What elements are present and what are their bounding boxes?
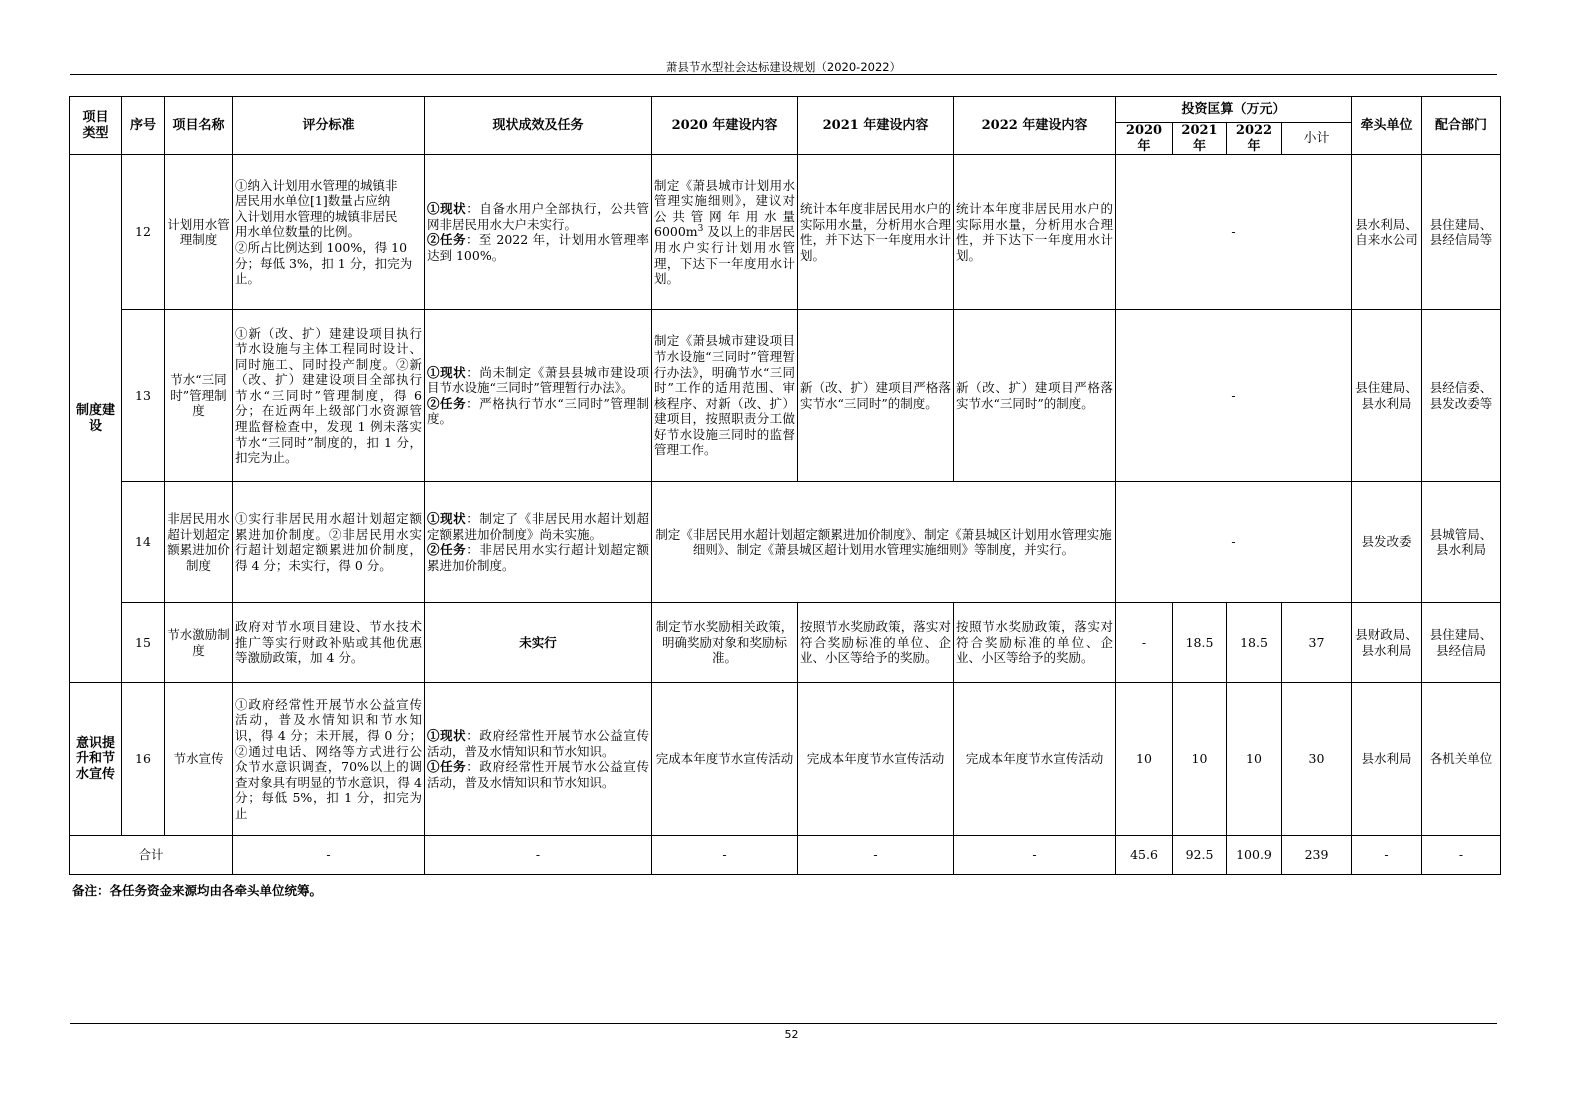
table-row [70, 482, 1501, 603]
header-2021: 2021 年建设内容 [798, 97, 954, 155]
row-content-2020: 制定《萧县城市建设项目节水设施“三同时”管理暂行办法》，明确节水“三同时”工作的适用范围、审核程序、对新（改、扩）建项目，按照职责分工做好节水设施三同时的监督管理工作。 [652, 310, 798, 482]
row-no: 12 [122, 155, 165, 310]
header-investment: 投资匡算（万元） [1116, 97, 1352, 123]
header-lead: 牵头单位 [1352, 97, 1422, 155]
table-row [70, 603, 1501, 683]
row-investment: - [1116, 310, 1352, 482]
total-label: 合计 [70, 836, 233, 875]
page-number: 52 [784, 1028, 799, 1041]
header-no: 序号 [122, 97, 165, 155]
row-content-2021: 按照节水奖励政策，落实对符合奖励标准的单位、企业、小区等给予的奖励。 [798, 603, 954, 683]
group-type-system: 制度建 设 [70, 155, 122, 683]
header-partner: 配合部门 [1422, 97, 1501, 155]
row-inv-2021: 18.5 [1173, 603, 1227, 683]
row-inv-2020: 10 [1116, 683, 1173, 836]
total-2020: - [652, 836, 798, 875]
footnote: 备注：各任务资金来源均由各牵头单位统筹。 [72, 883, 323, 898]
table-row [70, 310, 1501, 482]
row-status: ①现状：自备水用户全部执行，公共管网非居民用水大户未实行。 ②任务：至 2022 年，计划用水管理率达到 100%。 [425, 155, 652, 310]
row-no: 16 [122, 683, 165, 836]
row-criteria: ①实行非居民用水超计划超定额累进加价制度。②非居民用水实行超计划超定额累进加价制度，得 4 分；未实行，得 0 分。 [233, 482, 425, 603]
row-name: 节水宣传 [165, 683, 233, 836]
total-criteria: - [233, 836, 425, 875]
header-status: 现状成效及任务 [425, 97, 652, 155]
row-inv-2020: - [1116, 603, 1173, 683]
running-title: 萧县节水型社会达标建设规划（2020-2022） [665, 60, 902, 74]
row-content-merged: 制定《非居民用水超计划超定额累进加价制度》、制定《萧县城区计划用水管理实施细则》、制定《萧县城区超计划用水管理实施细则》等制度，并实行。 [652, 482, 1116, 603]
row-inv-2022: 18.5 [1227, 603, 1282, 683]
total-inv-2021: 92.5 [1173, 836, 1227, 875]
row-inv-2022: 10 [1227, 683, 1282, 836]
plan-table [69, 96, 1501, 875]
row-investment: - [1116, 155, 1352, 310]
header-inv-2021: 2021 年 [1173, 123, 1227, 155]
row-investment: - [1116, 482, 1352, 603]
row-content-2021: 统计本年度非居民用水户的实际用水量，分析用水合理性，并下达下一年度用水计划。 [798, 155, 954, 310]
total-row [70, 836, 1501, 875]
row-partner: 县城管局、县水利局 [1422, 482, 1501, 603]
row-lead: 县水利局、自来水公司 [1352, 155, 1422, 310]
row-no: 13 [122, 310, 165, 482]
row-content-2021: 完成本年度节水宣传活动 [798, 683, 954, 836]
row-content-2022: 新（改、扩）建项目严格落实节水“三同时”的制度。 [954, 310, 1116, 482]
row-name: 计划用水管理制度 [165, 155, 233, 310]
table-row [70, 155, 1501, 310]
row-status: ①现状：制定了《非居民用水超计划超定额累进加价制度》尚未实施。 ②任务：非居民用水实行超计划超定额累进加价制度。 [425, 482, 652, 603]
row-partner: 县住建局、县经信局 [1422, 603, 1501, 683]
row-content-2021: 新（改、扩）建项目严格落实节水“三同时”的制度。 [798, 310, 954, 482]
total-partner: - [1422, 836, 1501, 875]
row-lead: 县住建局、县水利局 [1352, 310, 1422, 482]
total-2022: - [954, 836, 1116, 875]
row-criteria: ①新（改、扩）建建设项目执行节水设施与主体工程同时设计、同时施工、同时投产制度。②新（改、扩）建建设项目全部执行节水“三同时”管理制度，得 6 分；在近两年上级部门水资源管理监督检查中，发现 1 例未落实节水“三同时”制度的，扣 1 分，扣完为止。 [233, 310, 425, 482]
group-type-awareness: 意识提 升和节 水宣传 [70, 683, 122, 836]
row-name: 非居民用水超计划超定额累进加价制度 [165, 482, 233, 603]
row-status: ①现状：政府经常性开展节水公益宣传活动，普及水情知识和节水知识。 ①任务：政府经常性开展节水公益宣传活动，普及水情知识和节水知识。 [425, 683, 652, 836]
total-status: - [425, 836, 652, 875]
total-2021: - [798, 836, 954, 875]
row-criteria: ①纳入计划用水管理的城镇非 居民用水单位[1]数量占应纳 入计划用水管理的城镇非居民 用水单位数量的比例。 ②所占比例达到 100%，得 10 分；每低 3%，扣 1 分，扣完为 止。 [233, 155, 425, 310]
header-subtotal: 小计 [1282, 123, 1352, 155]
row-content-2020: 制定节水奖励相关政策，明确奖励对象和奖励标准。 [652, 603, 798, 683]
header-name: 项目名称 [165, 97, 233, 155]
row-status: ①现状：尚未制定《萧县县城市建设项目节水设施“三同时”管理暂行办法》。 ②任务：严格执行节水“三同时”管理制度。 [425, 310, 652, 482]
row-lead: 县发改委 [1352, 482, 1422, 603]
row-name: 节水“三同时”管理制度 [165, 310, 233, 482]
row-inv-2021: 10 [1173, 683, 1227, 836]
row-content-2020: 完成本年度节水宣传活动 [652, 683, 798, 836]
row-partner: 县经信委、县发改委等 [1422, 310, 1501, 482]
row-lead: 县财政局、县水利局 [1352, 603, 1422, 683]
row-content-2022: 按照节水奖励政策，落实对符合奖励标准的单位、企业、小区等给予的奖励。 [954, 603, 1116, 683]
row-name: 节水激励制度 [165, 603, 233, 683]
row-content-2022: 完成本年度节水宣传活动 [954, 683, 1116, 836]
row-subtotal: 37 [1282, 603, 1352, 683]
row-content-2022: 统计本年度非居民用水户的实际用水量，分析用水合理性，并下达下一年度用水计划。 [954, 155, 1116, 310]
header-inv-2022: 2022 年 [1227, 123, 1282, 155]
total-subtotal: 239 [1282, 836, 1352, 875]
row-lead: 县水利局 [1352, 683, 1422, 836]
header-2022: 2022 年建设内容 [954, 97, 1116, 155]
table-row [70, 683, 1501, 836]
row-no: 14 [122, 482, 165, 603]
total-inv-2022: 100.9 [1227, 836, 1282, 875]
header-rule [70, 74, 1497, 75]
row-criteria: ①政府经常性开展节水公益宣传活动，普及水情知识和节水知识，得 4 分；未开展，得 0 分；②通过电话、网络等方式进行公众节水意识调查，70%以上的调查对象具有明显的节水意识，得 4 分；每低 5%，扣 1 分，扣完为止 [233, 683, 425, 836]
row-criteria: 政府对节水项目建设、节水技术推广等实行财政补贴或其他优惠等激励政策，加 4 分。 [233, 603, 425, 683]
row-subtotal: 30 [1282, 683, 1352, 836]
header-type: 项目类型 [70, 97, 122, 155]
row-status: 未实行 [425, 603, 652, 683]
row-content-2020: 制定《萧县城市计划用水管理实施细则》，建议对公共管网年用水量 $6000m^3$ 及以上的非居民用水户实行计划用水管理，下达下一年度用水计划。 [652, 155, 798, 310]
row-partner: 县住建局、县经信局等 [1422, 155, 1501, 310]
header-inv-2020: 2020 年 [1116, 123, 1173, 155]
row-partner: 各机关单位 [1422, 683, 1501, 836]
footer-rule [70, 1023, 1497, 1024]
header-criteria: 评分标准 [233, 97, 425, 155]
total-lead: - [1352, 836, 1422, 875]
header-2020: 2020 年建设内容 [652, 97, 798, 155]
header-row-1 [70, 97, 1501, 123]
total-inv-2020: 45.6 [1116, 836, 1173, 875]
row-no: 15 [122, 603, 165, 683]
